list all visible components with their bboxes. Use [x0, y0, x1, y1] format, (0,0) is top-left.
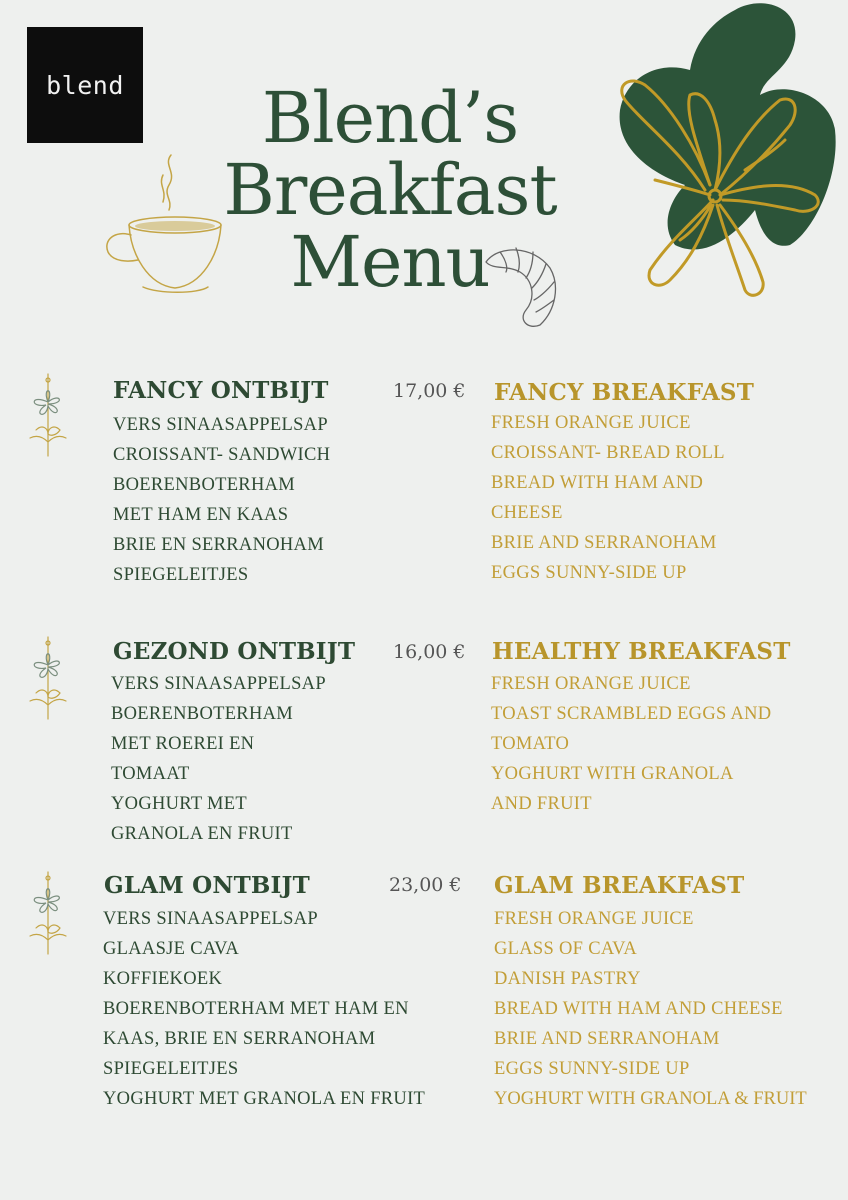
list-item: VERS SINAASAPPELSAP: [113, 415, 328, 435]
list-item: AND FRUIT: [491, 794, 592, 814]
section-title-en: FANCY BREAKFAST: [494, 379, 755, 406]
list-item: TOMATO: [491, 734, 570, 754]
list-item: TOAST SCRAMBLED EGGS AND: [491, 704, 772, 724]
price: 17,00 €: [393, 380, 466, 402]
list-item: MET HAM EN KAAS: [113, 505, 289, 525]
list-item: FRESH ORANGE JUICE: [494, 909, 694, 929]
list-item: FRESH ORANGE JUICE: [491, 674, 691, 694]
brand-logo-text: blend: [46, 70, 124, 100]
list-item: TOMAAT: [111, 764, 190, 784]
list-item: MET ROEREI EN: [111, 734, 255, 754]
menu-items-nl: [111, 669, 326, 849]
list-item: EGGS SUNNY-SIDE UP: [491, 563, 687, 583]
list-item: GLAASJE CAVA: [103, 939, 240, 959]
section-title-nl: FANCY ONTBIJT: [113, 377, 329, 404]
list-item: SPIEGELEITJES: [113, 565, 249, 585]
section-title-nl: GLAM ONTBIJT: [104, 872, 310, 899]
list-item: BRIE AND SERRANOHAM: [491, 533, 717, 553]
title-line: Blend’s: [261, 77, 519, 159]
list-item: KOFFIEKOEK: [103, 969, 223, 989]
list-item: KAAS, BRIE EN SERRANOHAM: [103, 1029, 376, 1049]
list-item: VERS SINAASAPPELSAP: [111, 674, 326, 694]
section-title-en: GLAM BREAKFAST: [494, 872, 745, 899]
brand-logo: [27, 27, 143, 143]
list-item: CHEESE: [491, 503, 563, 523]
hibiscus-ornament-icon: [20, 372, 76, 458]
hibiscus-ornament-icon: [20, 870, 76, 956]
menu-items-nl: [103, 904, 425, 1114]
list-item: BRIE EN SERRANOHAM: [113, 535, 324, 555]
section-title-en: HEALTHY BREAKFAST: [492, 638, 791, 665]
list-item: GLASS OF CAVA: [494, 939, 638, 959]
list-item: BOERENBOTERHAM: [111, 704, 294, 724]
title-line: Breakfast: [223, 149, 557, 231]
price: 16,00 €: [393, 641, 466, 663]
list-item: BOERENBOTERHAM: [113, 475, 296, 495]
menu-items-en: [494, 904, 807, 1114]
list-item: BRIE AND SERRANOHAM: [494, 1029, 720, 1049]
list-item: YOGHURT MET: [111, 794, 247, 814]
list-item: YOGHURT WITH GRANOLA: [491, 764, 734, 784]
section-title-nl: GEZOND ONTBIJT: [113, 638, 356, 665]
list-item: YOGHURT WITH GRANOLA & FRUIT: [494, 1089, 807, 1109]
list-item: CROISSANT- SANDWICH: [113, 445, 331, 465]
list-item: GRANOLA EN FRUIT: [111, 824, 293, 844]
list-item: EGGS SUNNY-SIDE UP: [494, 1059, 690, 1079]
menu-items-nl: [113, 410, 330, 590]
list-item: BREAD WITH HAM AND: [491, 473, 704, 493]
list-item: VERS SINAASAPPELSAP: [103, 909, 318, 929]
list-item: FRESH ORANGE JUICE: [491, 413, 691, 433]
list-item: YOGHURT MET GRANOLA EN FRUIT: [103, 1089, 426, 1109]
list-item: BOERENBOTERHAM MET HAM EN: [103, 999, 409, 1019]
menu-items-en: [491, 669, 771, 819]
title-line: Menu: [290, 221, 490, 303]
hibiscus-ornament-icon: [20, 635, 76, 721]
menu-items-en: [491, 408, 725, 588]
list-item: SPIEGELEITJES: [103, 1059, 239, 1079]
list-item: BREAD WITH HAM AND CHEESE: [494, 999, 783, 1019]
coffee-cup-icon: [103, 150, 233, 295]
price: 23,00 €: [389, 874, 462, 896]
list-item: CROISSANT- BREAD ROLL: [491, 443, 725, 463]
croissant-icon: [478, 240, 560, 330]
list-item: DANISH PASTRY: [494, 969, 641, 989]
